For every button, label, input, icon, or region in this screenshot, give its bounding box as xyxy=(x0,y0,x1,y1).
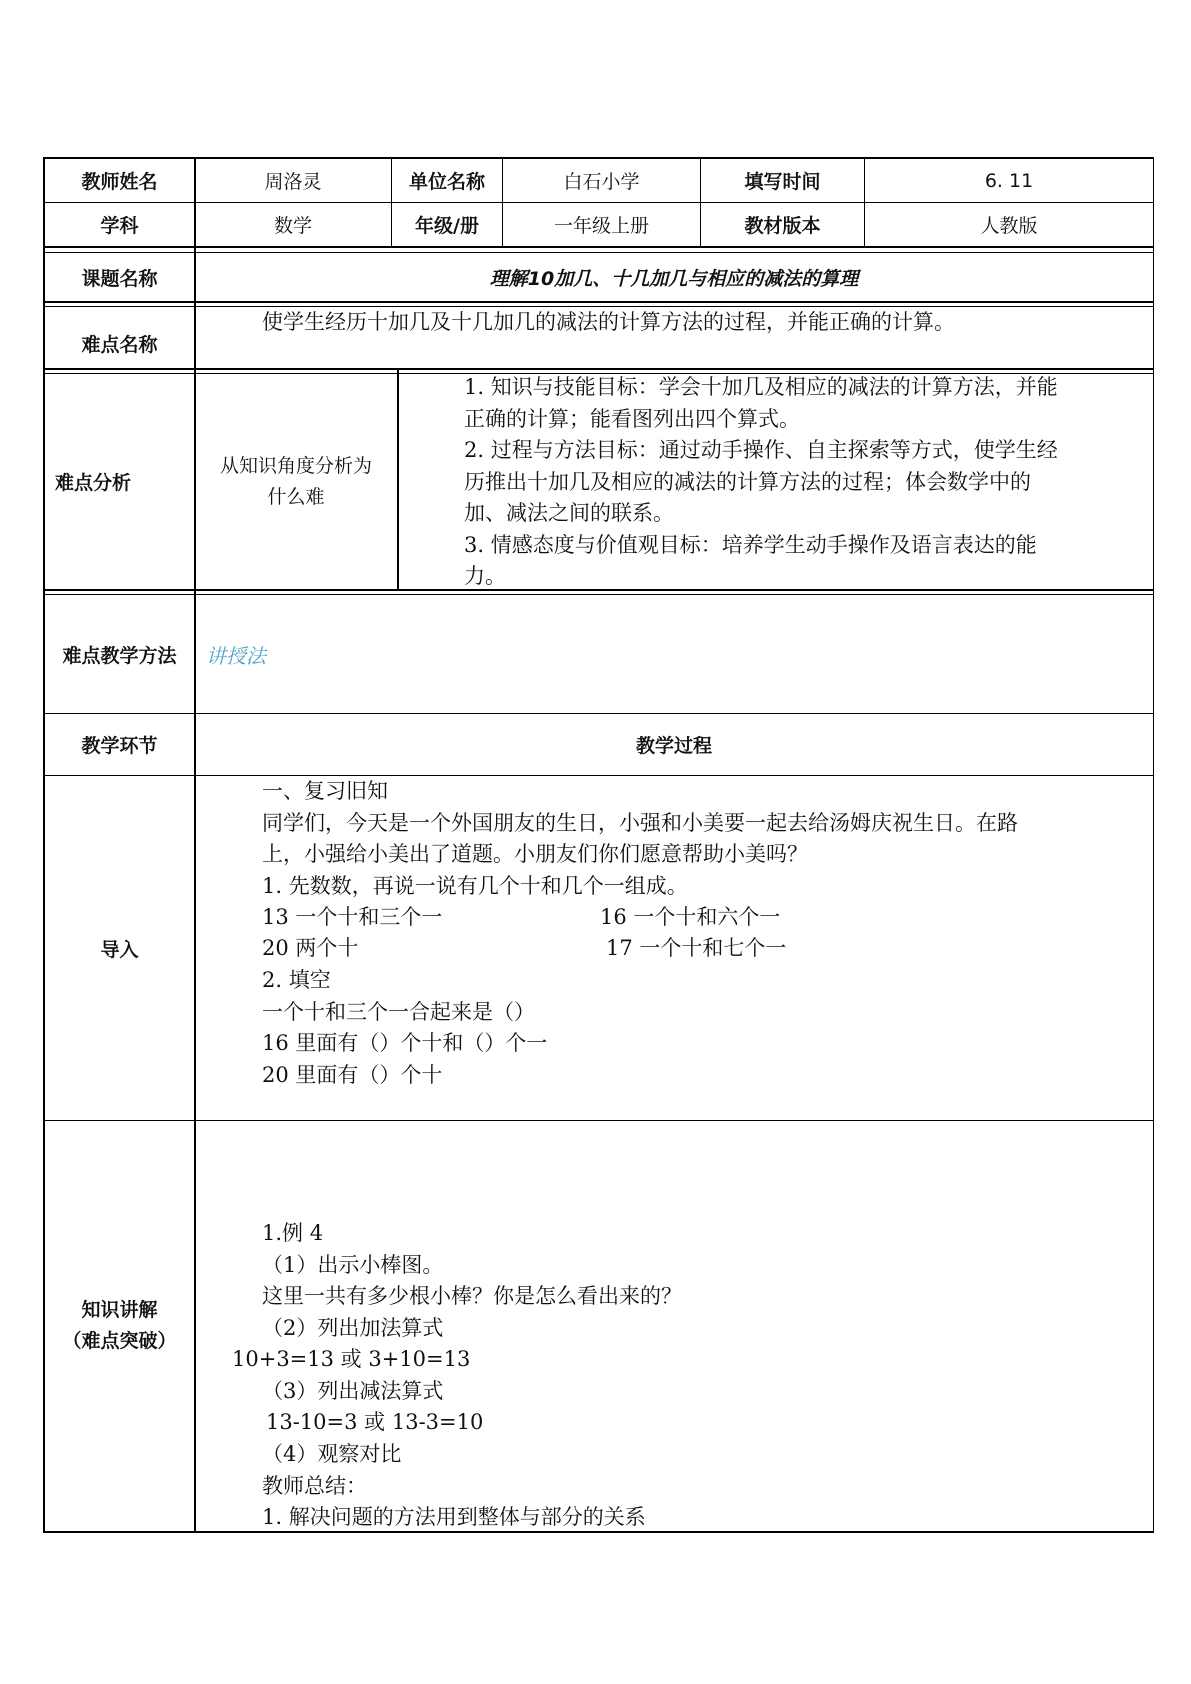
intro-label: 导入 xyxy=(100,938,139,961)
difficulty-label: 难点名称 xyxy=(81,334,158,356)
analysis-objectives xyxy=(464,372,1146,593)
teacher-name-value: 周洛灵 xyxy=(264,171,322,193)
unit-name-label: 单位名称 xyxy=(408,171,485,193)
topic-value: 理解10加几、十几加几与相应的减法的算理 xyxy=(489,267,859,290)
grade-value: 一年级上册 xyxy=(553,215,649,237)
subject-label: 学科 xyxy=(100,215,139,237)
objective-3-line1: 3. 情感态度与价值观目标：培养学生动手操作及语言表达的能 xyxy=(464,532,1037,557)
intro-q2-block xyxy=(262,965,547,1091)
intro-q1-a: 13 一个十和三个一 xyxy=(262,905,443,929)
label-column-divider xyxy=(194,157,196,1533)
knowledge-line-5: 10+3=13 或 3+10=13 xyxy=(232,1347,471,1371)
teacher-name-label: 教师姓名 xyxy=(81,171,158,193)
objective-2-line2: 历推出十加几及相应的减法的计算方法的过程；体会数学中的 xyxy=(464,469,1031,494)
row-line-6 xyxy=(43,368,1154,370)
grade-label: 年级/册 xyxy=(415,215,479,237)
objective-3-line2: 力。 xyxy=(464,564,506,588)
difficulty-value: 使学生经历十加几及十几加几的减法的计算方法的过程，并能正确的计算。 xyxy=(262,310,955,334)
row-line-2 xyxy=(43,246,1154,248)
edition-label: 教材版本 xyxy=(744,215,821,237)
knowledge-line-4: （2）列出加法算式 xyxy=(262,1315,444,1340)
intro-q1-c: 20 两个十 xyxy=(262,936,359,960)
knowledge-line-10: 1. 解决问题的方法用到整体与部分的关系 xyxy=(262,1505,646,1529)
intro-q2-a: 一个十和三个一合起来是（） xyxy=(262,999,535,1024)
edition-value: 人教版 xyxy=(980,215,1038,237)
intro-story-line2: 上，小强给小美出了道题。小朋友们你们愿意帮助小美吗？ xyxy=(262,842,808,866)
fill-time-value: 6. 11 xyxy=(984,169,1034,192)
knowledge-line-8: （4）观察对比 xyxy=(262,1442,402,1466)
intro-content xyxy=(262,776,1018,902)
analysis-label: 难点分析 xyxy=(55,472,132,494)
topic-label: 课题名称 xyxy=(81,267,158,290)
process-header: 教学过程 xyxy=(635,735,712,757)
fill-time-label: 填写时间 xyxy=(744,171,821,193)
knowledge-summary xyxy=(262,1439,646,1534)
objective-1-line1: 1. 知识与技能目标：学会十加几及相应的减法的计算方法，并能 xyxy=(464,375,1058,399)
analysis-divider xyxy=(397,370,399,591)
analysis-sub-label xyxy=(196,374,396,589)
knowledge-label xyxy=(45,1121,194,1531)
intro-q1-b: 16 一个十和六个一 xyxy=(600,905,781,929)
knowledge-line-3: 这里一共有多少根小棒？你是怎么看出来的？ xyxy=(262,1284,682,1308)
objective-2-line1: 2. 过程与方法目标：通过动手操作、自主探索等方式，使学生经 xyxy=(464,438,1058,462)
intro-q2-c: 20 里面有（）个十 xyxy=(262,1062,443,1087)
intro-q2-b: 16 里面有（）个十和（）个一 xyxy=(262,1031,548,1055)
subject-value: 数学 xyxy=(273,215,312,237)
analysis-sub-label-line1: 从知识角度分析为 xyxy=(219,454,372,477)
intro-q1: 1. 先数数，再说一说有几个十和几个一组成。 xyxy=(262,873,688,898)
intro-heading: 一、复习旧知 xyxy=(262,779,388,803)
knowledge-line-9: 教师总结： xyxy=(262,1473,367,1498)
knowledge-label-line2: （难点突破） xyxy=(62,1330,177,1352)
analysis-sub-label-line2: 什么难 xyxy=(267,485,325,508)
knowledge-line-6: （3）列出减法算式 xyxy=(262,1379,444,1403)
objective-2-line3: 加、减法之间的联系。 xyxy=(464,501,674,525)
table-border-right xyxy=(1153,157,1154,1533)
knowledge-label-line1: 知识讲解 xyxy=(81,1299,158,1321)
intro-q2: 2. 填空 xyxy=(262,968,331,992)
knowledge-line-2: （1）出示小棒图。 xyxy=(262,1252,444,1277)
objective-1-line2: 正确的计算；能看图列出四个算式。 xyxy=(464,406,800,431)
knowledge-line-7: 13-10=3 或 13-3=10 xyxy=(266,1410,484,1434)
row-line-4 xyxy=(43,301,1154,303)
intro-q1-d: 17 一个十和七个一 xyxy=(606,936,787,960)
row-line-12 xyxy=(43,1120,1154,1121)
method-label: 难点教学方法 xyxy=(62,644,177,667)
method-value: 讲授法 xyxy=(206,643,266,668)
knowledge-example xyxy=(262,1218,682,1344)
intro-story-line1: 同学们，今天是一个外国朋友的生日，小强和小美要一起去给汤姆庆祝生日。在路 xyxy=(262,810,1018,835)
knowledge-line-1: 1.例 4 xyxy=(262,1221,324,1245)
unit-name-value: 白石小学 xyxy=(563,171,640,193)
stage-header: 教学环节 xyxy=(81,735,158,757)
